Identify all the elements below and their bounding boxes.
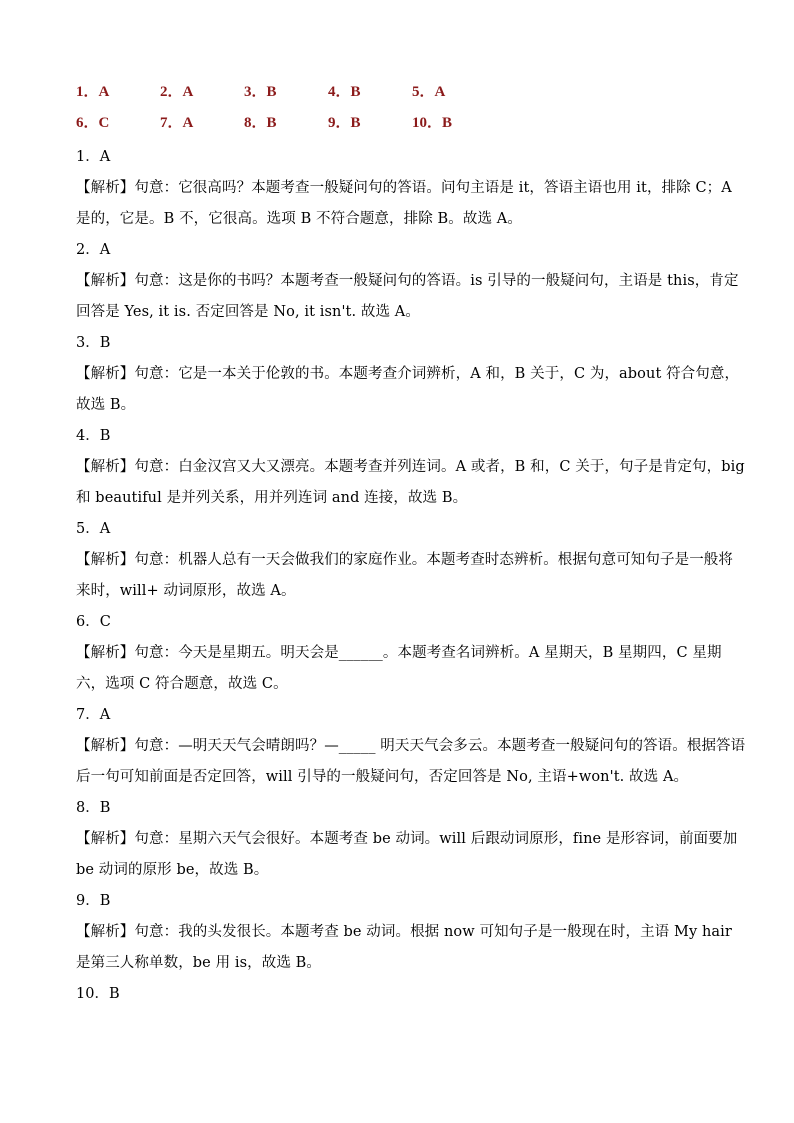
explanation-text	[76, 173, 746, 235]
explanation-text	[76, 359, 746, 421]
item-number: 6．C	[76, 614, 111, 630]
explanation-item	[76, 421, 746, 514]
answer-key-item: 5．A	[412, 84, 446, 100]
explanation-text	[76, 638, 746, 700]
explanation-list	[76, 142, 746, 1010]
explanation-item	[76, 607, 746, 700]
explanation-text	[76, 452, 746, 514]
item-number: 3．B	[76, 335, 111, 351]
analysis-body: 句意：白金汉宫又大又漂亮。本题考查并列连词。A 或者，B 和，C 关于，句子是肯定句，big 和 beautiful 是并列关系，用并列连词 and 连接，故选 B。	[76, 459, 745, 506]
answer-key-item: 7．A	[160, 115, 194, 131]
explanation-item	[76, 979, 746, 1010]
explanation-item	[76, 514, 746, 607]
analysis-tag: 【解析】	[76, 924, 135, 940]
item-number: 1．A	[76, 149, 111, 165]
item-number: 10．B	[76, 986, 120, 1002]
answer-key-item: 1．A	[76, 84, 110, 100]
analysis-tag: 【解析】	[76, 831, 135, 847]
analysis-body: 句意：我的头发很长。本题考查 be 动词。根据 now 可知句子是一般现在时，主语 My hair 是第三人称单数，be 用 is，故选 B。	[76, 924, 732, 971]
answer-key-item: 4．B	[328, 84, 361, 100]
answer-key	[76, 80, 716, 142]
analysis-tag: 【解析】	[76, 459, 135, 475]
answer-key-item: 2．A	[160, 84, 194, 100]
explanation-item	[76, 142, 746, 235]
answer-key-item: 8．B	[244, 115, 277, 131]
analysis-body: 句意：—明天天气会晴朗吗？—_____ 明天天气会多云。本题考查一般疑问句的答语。根据答语后一句可知前面是否定回答，will 引导的一般疑问句，否定回答是 No, 主语+won't. 故选 A。	[76, 738, 746, 785]
answer-key-item: 10．B	[412, 115, 453, 131]
explanation-item	[76, 235, 746, 328]
item-number: 4．B	[76, 428, 111, 444]
item-number: 7．A	[76, 707, 111, 723]
answer-key-item: 9．B	[328, 115, 361, 131]
explanation-item	[76, 793, 746, 886]
item-number: 5．A	[76, 521, 111, 537]
explanation-text	[76, 731, 746, 793]
explanation-item	[76, 328, 746, 421]
analysis-body: 句意：今天是星期五。明天会是______。本题考查名词辨析。A 星期天，B 星期四，C 星期六，选项 C 符合题意，故选 C。	[76, 645, 722, 692]
analysis-tag: 【解析】	[76, 366, 135, 382]
explanation-text	[76, 917, 746, 979]
answer-key-row	[76, 80, 716, 111]
explanation-item	[76, 700, 746, 793]
explanation-item	[76, 886, 746, 979]
item-number: 2．A	[76, 242, 111, 258]
explanation-text	[76, 824, 746, 886]
answer-key-item: 6．C	[76, 115, 110, 131]
analysis-tag: 【解析】	[76, 738, 135, 754]
analysis-tag: 【解析】	[76, 645, 135, 661]
analysis-tag: 【解析】	[76, 552, 135, 568]
answer-key-item: 3．B	[244, 84, 277, 100]
analysis-tag: 【解析】	[76, 180, 135, 196]
analysis-body: 句意：它是一本关于伦敦的书。本题考查介词辨析，A 和，B 关于，C 为，about 符合句意，故选 B。	[76, 366, 740, 413]
item-number: 8．B	[76, 800, 111, 816]
explanation-text	[76, 545, 746, 607]
item-number: 9．B	[76, 893, 111, 909]
explanation-text	[76, 266, 746, 328]
analysis-body: 句意：它很高吗？本题考查一般疑问句的答语。问句主语是 it，答语主语也用 it，排除 C；A 是的，它是。B 不，它很高。选项 B 不符合题意，排除 B。故选 A。	[76, 180, 732, 227]
answer-key-row	[76, 111, 716, 142]
analysis-tag: 【解析】	[76, 273, 135, 289]
analysis-body: 句意：机器人总有一天会做我们的家庭作业。本题考查时态辨析。根据句意可知句子是一般将来时，will+ 动词原形，故选 A。	[76, 552, 734, 599]
analysis-body: 句意：这是你的书吗？本题考查一般疑问句的答语。is 引导的一般疑问句，主语是 this，肯定回答是 Yes, it is. 否定回答是 No, it isn't. 故选 A。	[76, 273, 739, 320]
analysis-body: 句意：星期六天气会很好。本题考查 be 动词。will 后跟动词原形，fine 是形容词，前面要加 be 动词的原形 be，故选 B。	[76, 831, 738, 878]
